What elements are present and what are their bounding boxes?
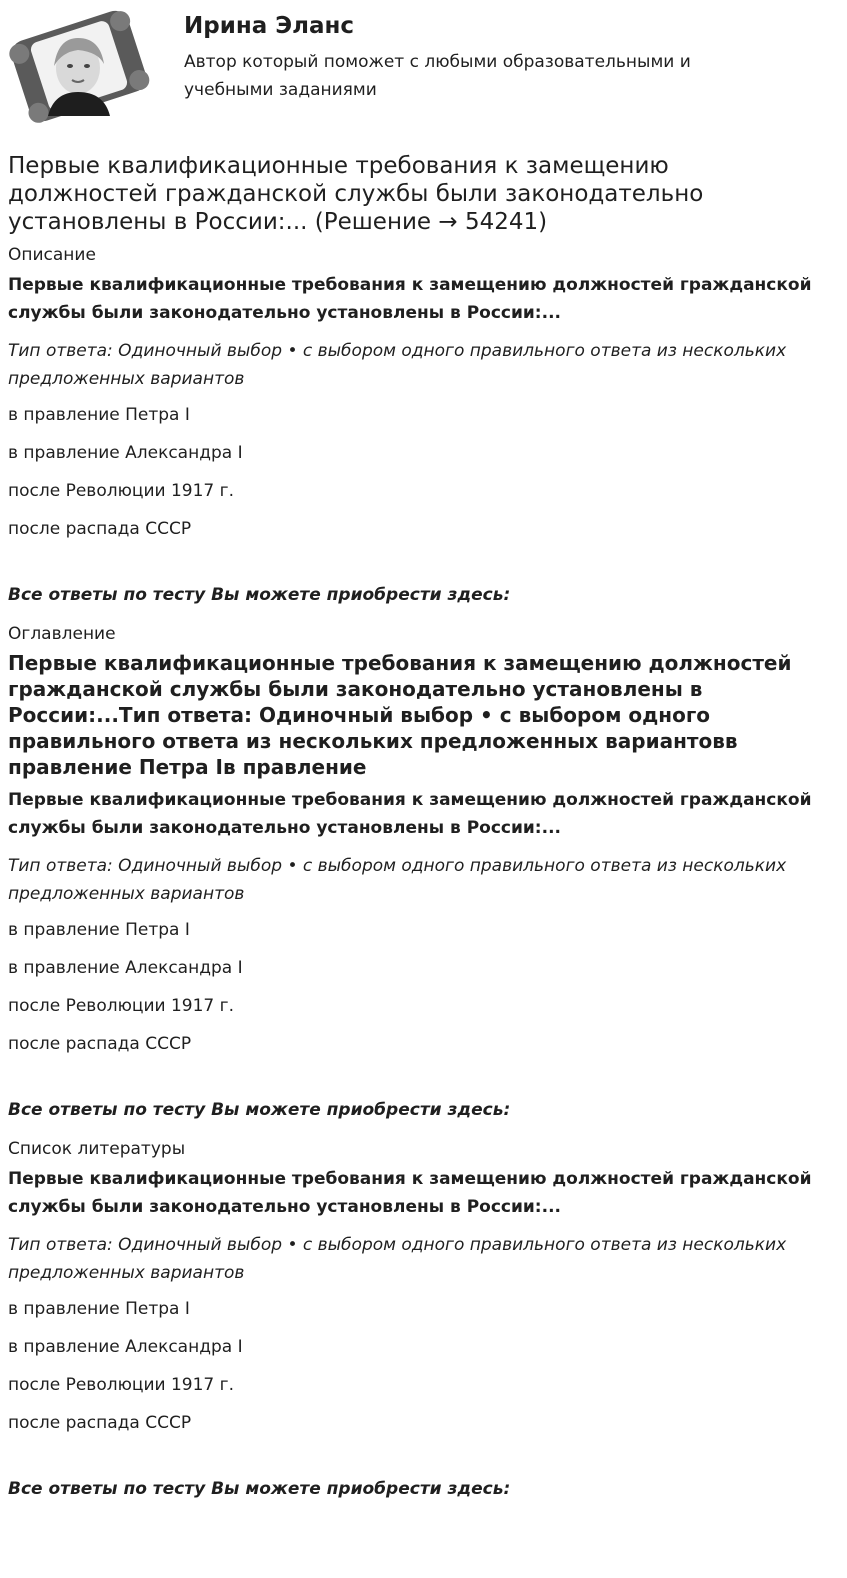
- answer-type: Тип ответа: Одиночный выбор • с выбором одного правильного ответа из нескольких предложенных вариантов: [8, 341, 787, 389]
- answer-type: Тип ответа: Одиночный выбор • с выбором одного правильного ответа из нескольких предложенных вариантов: [8, 1235, 787, 1283]
- author-block: [8, 6, 837, 136]
- answer-option: после Революции 1917 г.: [8, 1375, 234, 1395]
- answer-option: в правление Петра I: [8, 405, 190, 425]
- page-title: Первые квалификационные требования к замещению должностей гражданской службы были законодательно установлены в России:... (Решение → 54241): [8, 153, 704, 235]
- answer-type: Тип ответа: Одиночный выбор • с выбором одного правильного ответа из нескольких предложенных вариантов: [8, 856, 787, 904]
- description-section: [8, 242, 837, 609]
- answer-option: после распада СССР: [8, 519, 192, 539]
- answer-option: после Революции 1917 г.: [8, 996, 234, 1016]
- answer-option: в правление Петра I: [8, 920, 190, 940]
- toc-section: [8, 621, 837, 1124]
- question-title: Первые квалификационные требования к замещению должностей гражданской службы были законодательно установлены в России:...: [8, 275, 812, 323]
- section-label-references: Список литературы: [8, 1139, 186, 1159]
- buy-answers-text: Все ответы по тесту Вы можете приобрести здесь:: [8, 1100, 511, 1120]
- section-label-toc: Оглавление: [8, 624, 116, 644]
- answer-option: в правление Александра I: [8, 1337, 243, 1357]
- answer-option: после Революции 1917 г.: [8, 481, 234, 501]
- answer-option: после распада СССР: [8, 1413, 192, 1433]
- question-title: Первые квалификационные требования к замещению должностей гражданской службы были законодательно установлены в России:...: [8, 790, 812, 838]
- section-label-description: Описание: [8, 245, 96, 265]
- toc-heading: Первые квалификационные требования к замещению должностей гражданской службы были законодательно установлены в России:...Тип ответа: Одиночный выбор • с выбором одного правильного ответа из нескольких предложенных вариантовв правление Петра Iв правление: [8, 651, 792, 779]
- question-title: Первые квалификационные требования к замещению должностей гражданской службы были законодательно установлены в России:...: [8, 1169, 812, 1217]
- answer-option: в правление Александра I: [8, 443, 243, 463]
- author-description: Автор который поможет с любыми образовательными и учебными заданиями: [184, 52, 691, 100]
- references-section: [8, 1136, 837, 1503]
- author-name: Ирина Эланс: [184, 13, 355, 39]
- author-avatar: [8, 6, 150, 126]
- buy-answers-text: Все ответы по тесту Вы можете приобрести здесь:: [8, 1479, 511, 1499]
- answer-option: после распада СССР: [8, 1034, 192, 1054]
- answer-option: в правление Александра I: [8, 958, 243, 978]
- answer-option: в правление Петра I: [8, 1299, 190, 1319]
- buy-answers-text: Все ответы по тесту Вы можете приобрести здесь:: [8, 585, 511, 605]
